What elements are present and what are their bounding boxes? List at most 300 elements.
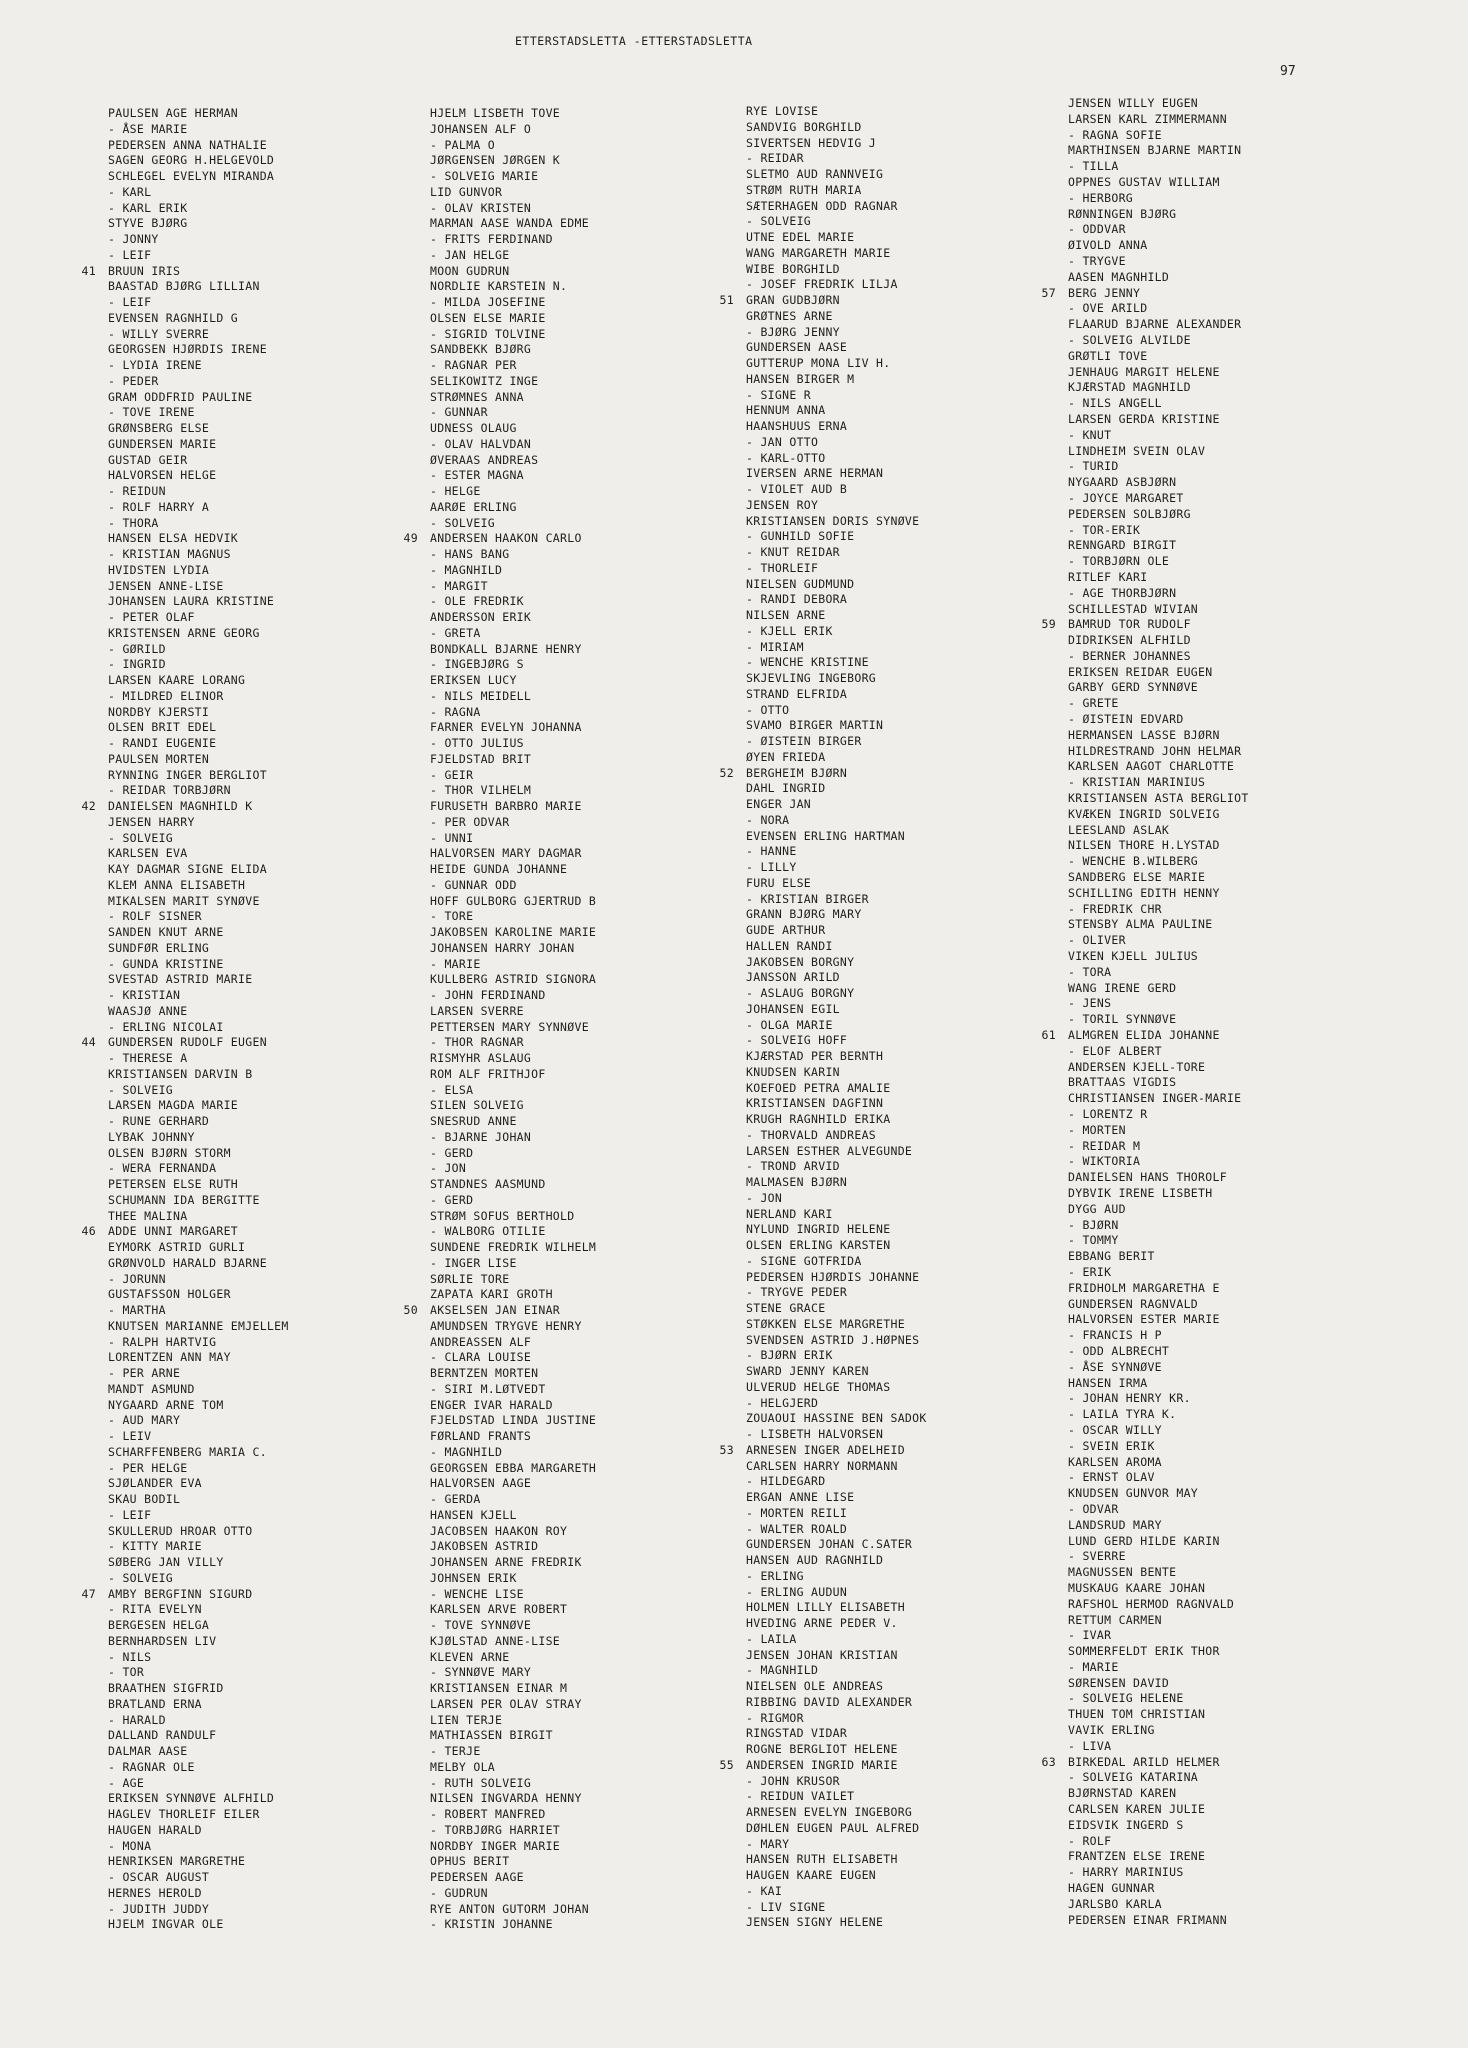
resident-entry <box>108 1177 408 1193</box>
resident-name: HOLMEN LILLY ELISABETH <box>746 1600 905 1615</box>
resident-entry <box>108 1114 408 1130</box>
resident-entry <box>1068 1376 1368 1392</box>
resident-name: HJELM LISBETH TOVE <box>430 106 561 120</box>
resident-name: - OLE FREDRIK <box>430 594 524 609</box>
resident-entry <box>1068 1581 1368 1597</box>
resident-name: PEDERSEN HJØRDIS JOHANNE <box>746 1269 920 1284</box>
resident-name: - MARTHA <box>108 1303 166 1317</box>
resident-entry <box>108 421 408 437</box>
resident-entry <box>1068 1644 1368 1660</box>
resident-name: MANDT ASMUND <box>108 1381 195 1396</box>
resident-name: FJELDSTAD BRIT <box>430 751 532 766</box>
resident-name: GUTTERUP MONA LIV H. <box>746 356 891 370</box>
resident-name: - GUNNAR ODD <box>430 877 517 892</box>
resident-entry <box>108 1697 408 1713</box>
resident-name: - MAGNHILD <box>430 562 503 577</box>
resident-name: SANDVIG BORGHILD <box>746 119 862 134</box>
resident-name: - REIDAR TORBJØRN <box>108 783 231 798</box>
resident-entry <box>108 1350 408 1366</box>
resident-name: PEDERSEN AAGE <box>430 1870 524 1884</box>
resident-name: OLSEN ERLING KARSTEN <box>746 1238 891 1252</box>
resident-name: - HILDEGARD <box>746 1474 826 1489</box>
resident-entry <box>430 563 730 579</box>
resident-entry <box>746 1033 1046 1049</box>
resident-name: - ERIK <box>1068 1264 1112 1279</box>
resident-name: GRØTNES ARNE <box>746 308 833 323</box>
resident-name: KVÆKEN INGRID SOLVEIG <box>1068 806 1220 821</box>
resident-name: - OVE ARILD <box>1068 301 1148 316</box>
resident-entry <box>430 1035 730 1051</box>
resident-entry <box>746 199 1046 215</box>
resident-entry <box>430 1508 730 1524</box>
resident-name: - JUDITH JUDDY <box>108 1901 210 1916</box>
resident-entry <box>746 1915 1046 1931</box>
resident-entry <box>1068 886 1368 902</box>
resident-entry <box>1068 412 1368 428</box>
resident-name: PEDERSEN ANNA NATHALIE <box>108 137 267 152</box>
resident-name: - ÅSE SYNNØVE <box>1068 1359 1162 1374</box>
resident-name: BRUUN IRIS <box>108 263 181 278</box>
resident-name: - KNUT REIDAR <box>746 545 840 559</box>
resident-entry <box>746 718 1046 734</box>
resident-entry <box>430 689 730 705</box>
resident-entry <box>430 1760 730 1776</box>
resident-name: - BJØRN ERIK <box>746 1348 833 1363</box>
resident-entry <box>1068 444 1368 460</box>
resident-entry <box>746 403 1046 419</box>
resident-entry <box>746 1002 1046 1018</box>
resident-name: RØNNINGEN BJØRG <box>1068 206 1177 221</box>
resident-name: UDNESS OLAUG <box>430 421 517 435</box>
resident-name: JARLSBO KARLA <box>1068 1896 1162 1911</box>
resident-entry <box>1068 1913 1368 1929</box>
resident-entry <box>108 941 408 957</box>
resident-name: - REIDAR M <box>1068 1138 1141 1153</box>
resident-entry <box>108 453 408 469</box>
resident-entry <box>430 768 730 784</box>
resident-entry <box>430 1366 730 1382</box>
resident-entry <box>108 531 408 547</box>
resident-name: WAASJØ ANNE <box>108 1003 188 1018</box>
resident-name: DYGG AUD <box>1068 1201 1126 1216</box>
resident-name: - CLARA LOUISE <box>430 1350 532 1365</box>
resident-entry <box>108 1335 408 1351</box>
resident-name: ZAPATA KARI GROTH <box>430 1287 553 1302</box>
resident-name: - LAILA <box>746 1631 797 1646</box>
resident-name: ULVERUD HELGE THOMAS <box>746 1379 891 1394</box>
resident-entry <box>746 939 1046 955</box>
resident-name: LARSEN KAARE LORANG <box>108 673 246 687</box>
resident-name: GUNDERSEN JOHAN C.SATER <box>746 1537 913 1552</box>
resident-entry <box>430 248 730 264</box>
resident-name: HALVORSEN AAGE <box>430 1476 532 1491</box>
resident-name: - LIVA <box>1068 1738 1112 1753</box>
resident-entry <box>746 750 1046 766</box>
resident-entry <box>1068 238 1368 254</box>
resident-name: DALMAR AASE <box>108 1744 188 1758</box>
resident-name: - JENS <box>1068 996 1112 1011</box>
resident-name: LARSEN MAGDA MARIE <box>108 1098 239 1113</box>
resident-name: LUND GERD HILDE KARIN <box>1068 1533 1220 1548</box>
resident-name: GUSTAFSSON HOLGER <box>108 1287 231 1302</box>
resident-entry <box>108 342 408 358</box>
resident-name: - AGE <box>108 1775 145 1790</box>
resident-name: SÆTERHAGEN ODD RAGNAR <box>746 198 898 213</box>
resident-entry <box>430 1854 730 1870</box>
resident-name: - THORVALD ANDREAS <box>746 1127 877 1142</box>
house-number: 46 <box>81 1224 96 1239</box>
resident-entry <box>1068 1154 1368 1170</box>
resident-entry <box>430 342 730 358</box>
resident-entry <box>430 1713 730 1729</box>
resident-name: STENE GRACE <box>746 1301 826 1315</box>
resident-entry <box>430 1618 730 1634</box>
resident-name: KNUDSEN KARIN <box>746 1064 840 1079</box>
resident-entry <box>719 293 1046 309</box>
resident-entry <box>1068 649 1368 665</box>
resident-entry <box>430 421 730 437</box>
resident-name: FURUSETH BARBRO MARIE <box>430 799 582 813</box>
resident-entry <box>746 1270 1046 1286</box>
resident-name: EYMORK ASTRID GURLI <box>108 1240 246 1254</box>
resident-name: SØBERG JAN VILLY <box>108 1555 224 1569</box>
resident-entry <box>746 829 1046 845</box>
resident-entry <box>746 1333 1046 1349</box>
resident-name: - OTTO JULIUS <box>430 736 524 750</box>
resident-name: RITLEF KARI <box>1068 569 1148 584</box>
resident-name: - AGE THORBJØRN <box>1068 585 1177 600</box>
resident-name: - ODD ALBRECHT <box>1068 1343 1170 1358</box>
resident-entry <box>1068 222 1368 238</box>
resident-entry <box>430 1177 730 1193</box>
resident-entry <box>1068 902 1368 918</box>
resident-name: RETTUM CARMEN <box>1068 1612 1162 1627</box>
resident-name: - SOLVEIG HOFF <box>746 1033 848 1048</box>
resident-entry <box>746 1553 1046 1569</box>
resident-entry <box>1068 491 1368 507</box>
resident-entry <box>746 970 1046 986</box>
directory-column-3 <box>719 104 1046 1931</box>
resident-name: KRISTIANSEN DAGFINN <box>746 1096 884 1111</box>
resident-name: - RAGNA <box>430 704 481 719</box>
resident-entry <box>108 1098 408 1114</box>
resident-entry <box>1068 1897 1368 1913</box>
resident-name: STØKKEN ELSE MARGRETHE <box>746 1316 905 1331</box>
resident-entry <box>81 1035 408 1051</box>
resident-name: JOHANSEN HARRY JOHAN <box>430 940 575 955</box>
resident-name: MIKALSEN MARIT SYNØVE <box>108 893 260 908</box>
resident-name: FRIDHOLM MARGARETHA E <box>1068 1280 1220 1295</box>
resident-name: - BJARNE JOHAN <box>430 1129 532 1144</box>
resident-entry <box>746 388 1046 404</box>
resident-entry <box>430 862 730 878</box>
resident-name: STRØMNES ANNA <box>430 389 524 404</box>
resident-name: - MAGNHILD <box>746 1663 819 1678</box>
resident-name: NYLUND INGRID HELENE <box>746 1222 891 1237</box>
resident-name: - HELGJERD <box>746 1395 819 1410</box>
resident-entry <box>1068 1534 1368 1550</box>
resident-entry <box>430 1697 730 1713</box>
resident-entry <box>1068 1565 1368 1581</box>
resident-entry <box>108 1020 408 1036</box>
resident-entry <box>1068 523 1368 539</box>
resident-entry <box>1068 1360 1368 1376</box>
resident-entry <box>746 1049 1046 1065</box>
resident-entry <box>1068 696 1368 712</box>
resident-entry <box>746 1317 1046 1333</box>
resident-entry <box>746 923 1046 939</box>
resident-name: - WENCHE KRISTINE <box>746 655 869 670</box>
resident-entry <box>746 1569 1046 1585</box>
resident-entry <box>746 1175 1046 1191</box>
resident-entry <box>1068 1660 1368 1676</box>
resident-name: - MARIE <box>430 956 481 971</box>
resident-entry <box>746 1144 1046 1160</box>
resident-name: - ROLF SISNER <box>108 909 202 924</box>
resident-entry <box>746 1459 1046 1475</box>
resident-name: JANSSON ARILD <box>746 970 840 985</box>
resident-entry <box>1068 191 1368 207</box>
resident-entry <box>1068 317 1368 333</box>
resident-name: - LEIV <box>108 1429 152 1443</box>
resident-name: - SIGRID TOLVINE <box>430 326 546 341</box>
resident-name: - FRITS FERDINAND <box>430 232 553 246</box>
resident-entry <box>1068 1249 1368 1265</box>
resident-entry <box>1068 270 1368 286</box>
resident-name: PETERSEN ELSE RUTH <box>108 1177 239 1191</box>
resident-name: - JORUNN <box>108 1271 166 1286</box>
resident-name: NIELSEN GUDMUND <box>746 576 855 591</box>
resident-name: - ODVAR <box>1068 1501 1119 1516</box>
resident-entry <box>430 1744 730 1760</box>
resident-name: SKAU BODIL <box>108 1492 181 1506</box>
resident-name: - SOLVEIG ALVILDE <box>1068 332 1191 347</box>
resident-name: - TERJE <box>430 1744 481 1758</box>
resident-entry <box>108 1240 408 1256</box>
resident-name: SCHUMANN IDA BERGITTE <box>108 1192 260 1207</box>
resident-entry <box>1068 380 1368 396</box>
resident-entry <box>430 1776 730 1792</box>
resident-name: - KRISTIAN MARINIUS <box>1068 775 1206 790</box>
resident-name: - MARIE <box>1068 1659 1119 1674</box>
resident-entry <box>746 1695 1046 1711</box>
resident-entry <box>746 577 1046 593</box>
resident-name: OLSEN BJØRN STORM <box>108 1145 231 1160</box>
resident-name: - LAILA TYRA K. <box>1068 1407 1177 1422</box>
resident-entry <box>430 642 730 658</box>
resident-entry <box>1068 175 1368 191</box>
resident-name: - ROLF HARRY A <box>108 499 210 514</box>
resident-entry <box>1068 838 1368 854</box>
resident-name: - HERBORG <box>1068 190 1134 205</box>
resident-name: - ERLING AUDUN <box>746 1584 848 1599</box>
resident-name: - JOSEF FREDRIK LILJA <box>746 277 898 292</box>
resident-entry <box>1068 507 1368 523</box>
resident-name: RAFSHOL HERMOD RAGNVALD <box>1068 1596 1235 1611</box>
resident-name: JOHANSEN ARNE FREDRIK <box>430 1555 582 1569</box>
resident-entry <box>1068 712 1368 728</box>
resident-entry <box>108 1161 408 1177</box>
house-number: 44 <box>81 1035 96 1050</box>
resident-name: - PER HELGE <box>108 1460 188 1475</box>
resident-name: - PER ODVAR <box>430 814 510 829</box>
resident-name: FURU ELSE <box>746 875 812 890</box>
resident-entry <box>108 390 408 406</box>
resident-name: - GUNHILD SOFIE <box>746 529 855 544</box>
resident-name: - SOLVEIG KATARINA <box>1068 1770 1199 1785</box>
resident-entry <box>1068 475 1368 491</box>
resident-entry <box>1068 996 1368 1012</box>
resident-entry <box>430 1083 730 1099</box>
resident-name: - GUNNAR <box>430 405 488 420</box>
resident-name: STYVE BJØRG <box>108 216 188 231</box>
resident-entry <box>430 815 730 831</box>
resident-entry <box>746 955 1046 971</box>
resident-entry <box>746 1081 1046 1097</box>
resident-name: JOHANSEN EGIL <box>746 1001 840 1016</box>
resident-entry <box>1068 333 1368 349</box>
resident-name: JENSEN WILLY EUGEN <box>1068 96 1199 110</box>
resident-entry <box>108 248 408 264</box>
resident-entry <box>430 1067 730 1083</box>
resident-name: SVESTAD ASTRID MARIE <box>108 972 253 987</box>
resident-entry <box>746 1742 1046 1758</box>
resident-entry <box>430 1461 730 1477</box>
house-number: 42 <box>81 799 96 813</box>
resident-entry <box>108 720 408 736</box>
resident-name: - ROBERT MANFRED <box>430 1807 546 1821</box>
resident-entry <box>108 1791 408 1807</box>
resident-name: ARNESEN EVELYN INGEBORG <box>746 1805 913 1819</box>
resident-entry <box>430 736 730 752</box>
resident-name: DANIELSEN MAGNHILD K <box>108 799 253 813</box>
resident-name: RISMYHR ASLAUG <box>430 1051 532 1065</box>
resident-entry <box>108 547 408 563</box>
resident-entry <box>430 311 730 327</box>
resident-entry <box>1068 538 1368 554</box>
resident-name: AKSELSEN JAN EINAR <box>430 1303 561 1317</box>
resident-name: - MILDA JOSEFINE <box>430 295 546 309</box>
resident-entry <box>719 1442 1046 1459</box>
resident-entry <box>746 309 1046 325</box>
resident-entry <box>430 468 730 484</box>
resident-name: PEDERSEN EINAR FRIMANN <box>1068 1912 1227 1927</box>
resident-name: - JAN HELGE <box>430 247 510 262</box>
resident-name: HALVORSEN ESTER MARIE <box>1068 1312 1220 1327</box>
resident-name: - PETER OLAF <box>108 610 195 624</box>
resident-name: THEE MALINA <box>108 1208 188 1223</box>
resident-name: - RAGNAR PER <box>430 358 517 372</box>
resident-name: KNUTSEN MARIANNE EMJELLEM <box>108 1318 289 1333</box>
resident-name: ENGER IVAR HARALD <box>430 1397 553 1412</box>
resident-entry <box>430 594 730 610</box>
resident-entry <box>430 972 730 988</box>
resident-entry <box>1041 285 1368 302</box>
resident-name: KARLSEN ARVE ROBERT <box>430 1602 568 1617</box>
resident-name: - SOLVEIG <box>108 830 174 845</box>
resident-entry <box>430 1114 730 1130</box>
resident-name: - BJØRN <box>1068 1217 1119 1232</box>
resident-entry <box>1068 1186 1368 1202</box>
resident-entry <box>746 1128 1046 1144</box>
house-number: 49 <box>403 531 418 546</box>
resident-name: - AUD MARY <box>108 1413 181 1428</box>
resident-name: - TRYGVE <box>1068 253 1126 268</box>
resident-entry <box>1068 1865 1368 1881</box>
resident-name: EVENSEN ERLING HARTMAN <box>746 828 905 843</box>
resident-entry <box>1068 1676 1368 1692</box>
resident-entry <box>1068 428 1368 444</box>
resident-entry <box>746 1585 1046 1601</box>
resident-name: KJÆRSTAD MAGNHILD <box>1068 380 1191 395</box>
resident-entry <box>108 122 408 138</box>
resident-name: DIDRIKSEN ALFHILD <box>1068 633 1191 648</box>
resident-entry <box>1068 1170 1368 1186</box>
resident-entry <box>746 876 1046 892</box>
resident-name: VAVIK ERLING <box>1068 1723 1155 1738</box>
resident-entry <box>1068 1202 1368 1218</box>
resident-name: - SOLVEIG MARIE <box>430 169 539 183</box>
resident-entry <box>746 120 1046 136</box>
resident-name: - KRISTIN JOHANNE <box>430 1917 553 1932</box>
resident-entry <box>1068 1770 1368 1786</box>
resident-name: - ERNST OLAV <box>1068 1470 1155 1485</box>
resident-entry <box>746 813 1046 829</box>
resident-name: HANSEN ELSA HEDVIK <box>108 531 239 546</box>
resident-name: - WERA FERNANDA <box>108 1161 217 1176</box>
resident-entry <box>1041 1754 1368 1771</box>
resident-entry <box>108 1870 408 1886</box>
resident-name: - SVERRE <box>1068 1549 1126 1564</box>
resident-entry <box>108 358 408 374</box>
resident-name: MOON GUDRUN <box>430 263 510 278</box>
resident-entry <box>108 1413 408 1429</box>
resident-name: HAGLEV THORLEIF EILER <box>108 1807 260 1821</box>
resident-name: JENSEN ANNE-LISE <box>108 578 224 593</box>
resident-name: - TILLA <box>1068 159 1119 174</box>
resident-entry <box>108 327 408 343</box>
resident-entry <box>430 1161 730 1177</box>
resident-name: - OSCAR AUGUST <box>108 1870 210 1884</box>
resident-entry <box>430 122 730 138</box>
resident-entry <box>1068 1233 1368 1249</box>
resident-entry <box>108 1539 408 1555</box>
resident-entry <box>108 185 408 201</box>
resident-name: JAKOBSEN KAROLINE MARIE <box>430 925 597 939</box>
resident-name: - RITA EVELYN <box>108 1602 202 1617</box>
resident-entry <box>108 689 408 705</box>
resident-entry <box>430 1382 730 1398</box>
resident-entry <box>108 1382 408 1398</box>
resident-name: ERIKSEN LUCY <box>430 673 517 687</box>
house-number: 41 <box>81 263 96 278</box>
resident-name: - TOR <box>108 1665 145 1680</box>
resident-entry <box>81 799 408 815</box>
resident-name: - GRETA <box>430 625 481 640</box>
resident-name: HEIDE GUNDA JOHANNE <box>430 862 568 876</box>
resident-entry <box>1068 1218 1368 1234</box>
resident-entry <box>746 1711 1046 1727</box>
resident-entry <box>1068 1518 1368 1534</box>
resident-name: DØHLEN EUGEN PAUL ALFRED <box>746 1820 920 1835</box>
resident-entry <box>746 419 1046 435</box>
resident-entry <box>746 1837 1046 1853</box>
resident-name: EVENSEN RAGNHILD G <box>108 310 239 325</box>
resident-name: HAGEN GUNNAR <box>1068 1881 1155 1896</box>
resident-name: - RAGNAR OLE <box>108 1759 195 1774</box>
resident-entry <box>746 1774 1046 1790</box>
resident-name: NIELSEN OLE ANDREAS <box>746 1679 884 1693</box>
